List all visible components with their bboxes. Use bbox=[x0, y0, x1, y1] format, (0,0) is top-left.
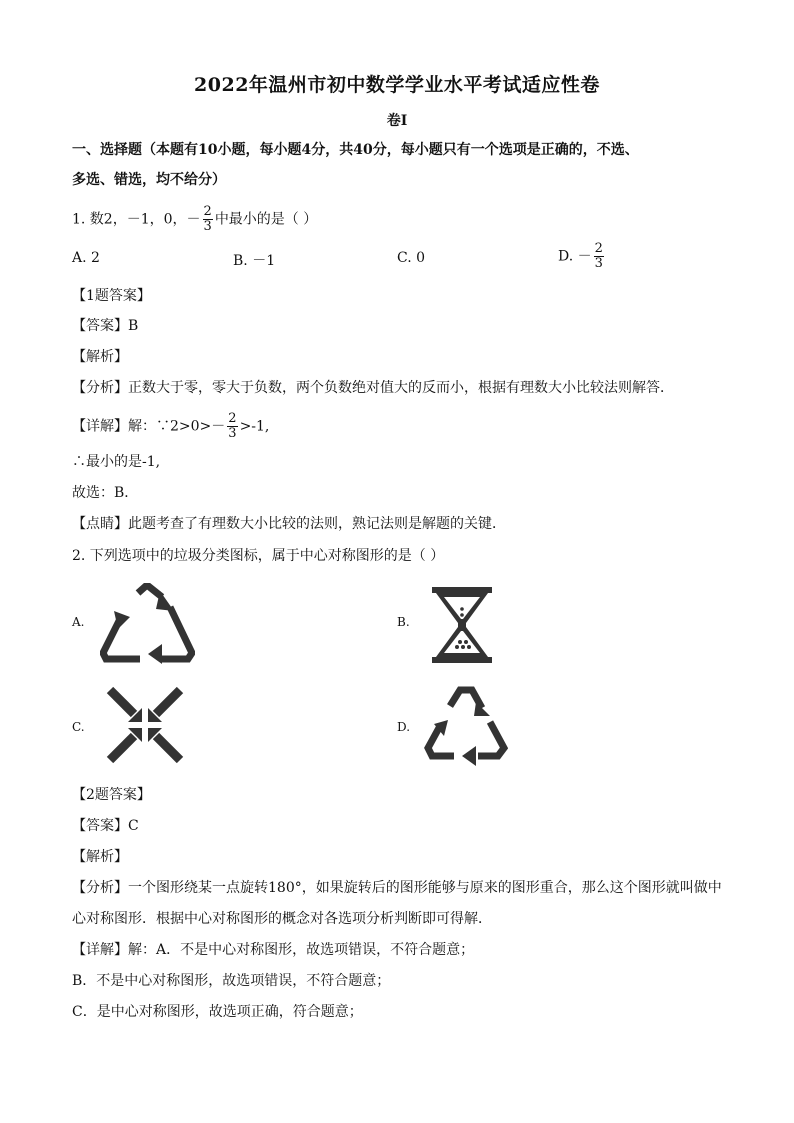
question-2-stem: 2. 下列选项中的垃圾分类图标，属于中心对称图形的是（ ） bbox=[72, 548, 445, 564]
question-1-stem bbox=[72, 205, 317, 234]
hourglass-icon bbox=[430, 585, 494, 665]
q1-frac-num: 2 bbox=[203, 204, 212, 219]
q1-analysis-tag: 【解析】 bbox=[72, 349, 128, 365]
q1-option-d-num: 2 bbox=[594, 241, 603, 256]
q1-xiangjie-suffix: >-1, bbox=[239, 418, 270, 435]
q2-analysis-tag: 【解析】 bbox=[72, 849, 128, 865]
q1-xiangjie-prefix: 【详解】解：∵2>0>－ bbox=[72, 418, 226, 435]
q1-fraction bbox=[203, 205, 213, 234]
q1-xiangjie-fraction bbox=[227, 412, 237, 441]
q2-xiangjie-a: 【详解】解：A．不是中心对称图形，故选项错误，不符合题意； bbox=[72, 942, 475, 958]
q1-answer-tag: 【1题答案】 bbox=[72, 288, 151, 304]
q2-label-b: B. bbox=[397, 615, 410, 629]
q1-option-d-prefix: D. － bbox=[558, 248, 592, 265]
recycle-triangle-icon bbox=[100, 583, 195, 665]
q1-frac-den: 3 bbox=[203, 219, 212, 234]
page-title: 2022年温州市初中数学学业水平考试适应性卷 bbox=[194, 74, 600, 96]
q2-fenxi-line2: 心对称图形．根据中心对称图形的概念对各选项分析判断即可得解． bbox=[72, 911, 492, 927]
q1-xiangjie-den: 3 bbox=[228, 426, 237, 441]
q1-option-d-den: 3 bbox=[594, 256, 603, 271]
q1-dianjing: 【点睛】此题考查了有理数大小比较的法则，熟记法则是解题的关键． bbox=[72, 516, 506, 532]
section-heading-cont: 多选、错选，均不给分） bbox=[72, 172, 226, 188]
q2-answer: 【答案】C bbox=[72, 818, 139, 834]
q1-stem-suffix: 中最小的是（ ） bbox=[214, 211, 318, 228]
q1-therefore: ∴最小的是-1, bbox=[72, 454, 161, 470]
recycle-triangle-open-icon bbox=[424, 686, 508, 768]
q1-choose: 故选：B． bbox=[72, 485, 139, 501]
q2-fenxi-line1: 【分析】一个图形绕某一点旋转180°，如果旋转后的图形能够与原来的图形重合，那么这个图形就叫做中 bbox=[72, 880, 722, 896]
q1-option-b: B. －1 bbox=[233, 253, 276, 269]
q2-xiangjie-c: C．是中心对称图形，故选项正确，符合题意； bbox=[72, 1004, 363, 1020]
q1-option-d-fraction bbox=[594, 242, 604, 271]
q2-label-c: C. bbox=[72, 720, 85, 734]
q1-option-c: C. 0 bbox=[397, 250, 426, 266]
q1-option-d bbox=[558, 242, 606, 271]
section-heading: 一、选择题（本题有10小题，每小题4分，共40分，每小题只有一个选项是正确的，不选、 bbox=[72, 142, 639, 158]
q1-xiangjie bbox=[72, 412, 269, 441]
volume-label: 卷I bbox=[386, 113, 408, 129]
q1-stem-prefix: 1. 数2，－1，0，－ bbox=[72, 211, 201, 228]
q1-fenxi: 【分析】正数大于零，零大于负数，两个负数绝对值大的反而小，根据有理数大小比较法则解答． bbox=[72, 380, 674, 396]
q1-answer: 【答案】B bbox=[72, 318, 139, 334]
q1-xiangjie-num: 2 bbox=[228, 411, 237, 426]
four-arrows-inward-icon bbox=[106, 686, 184, 764]
q1-option-a: A. 2 bbox=[72, 250, 100, 266]
q2-xiangjie-b: B．不是中心对称图形，故选项错误，不符合题意； bbox=[72, 973, 391, 989]
q2-answer-tag: 【2题答案】 bbox=[72, 787, 151, 803]
q2-label-a: A. bbox=[72, 615, 85, 629]
q2-label-d: D. bbox=[397, 720, 411, 734]
